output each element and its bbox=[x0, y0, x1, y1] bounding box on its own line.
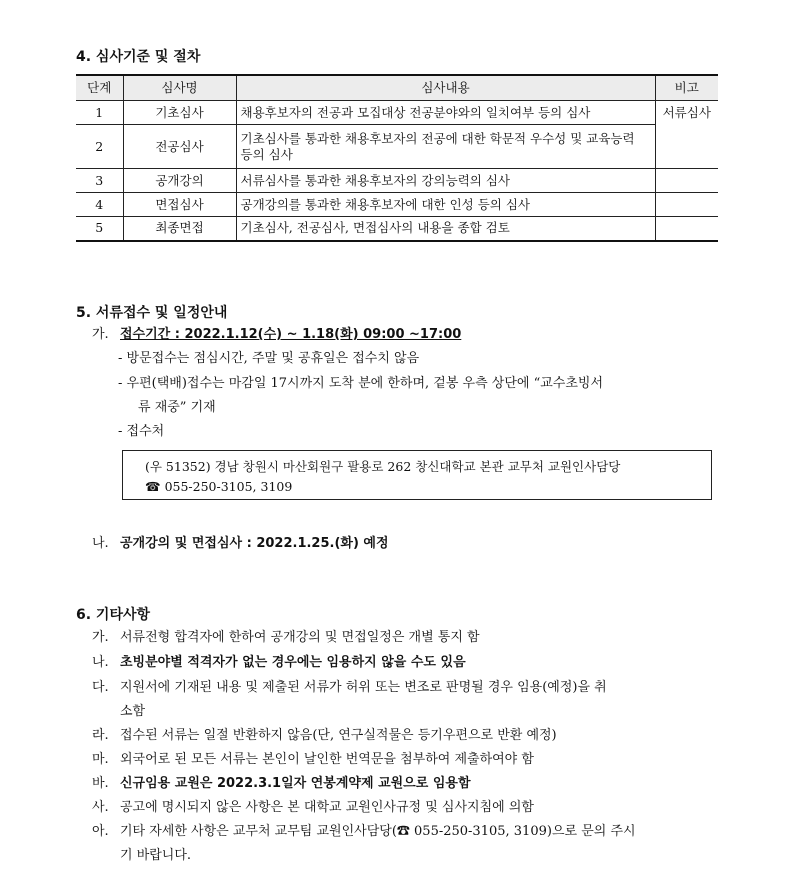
phone-line bbox=[145, 477, 711, 497]
application-period-text: 접수기간 : 2022.1.12(수) ~ 1.18(화) 09:00 ~17:00 bbox=[120, 327, 462, 342]
bullet-mail-submission-line1: - 우편(택배)접수는 마감일 17시까지 도착 분에 한하며, 겉봉 우측 상단에 “교수초빙서 bbox=[118, 376, 604, 391]
header-step: 단계 bbox=[76, 75, 123, 101]
item-label: 나. bbox=[92, 655, 109, 670]
cell-note-document-review: 서류심사 bbox=[655, 101, 718, 169]
review-procedure-table-wrapper bbox=[76, 74, 718, 242]
section-4-title: 4. 심사기준 및 절차 bbox=[76, 49, 201, 65]
list-item bbox=[92, 678, 607, 698]
list-item-continuation: 기 바랍니다. bbox=[120, 848, 192, 863]
cell-step: 2 bbox=[76, 125, 123, 169]
cell-name: 기초심사 bbox=[123, 101, 236, 125]
header-note: 비고 bbox=[655, 75, 718, 101]
list-item bbox=[92, 798, 534, 818]
bullet-submission-office: - 접수처 bbox=[118, 424, 165, 439]
item-text: 공고에 명시되지 않은 사항은 본 대학교 교원인사규정 및 심사지침에 의함 bbox=[120, 800, 534, 815]
cell-name: 전공심사 bbox=[123, 125, 236, 169]
item-label: 사. bbox=[92, 800, 109, 815]
cell-content: 서류심사를 통과한 채용후보자의 강의능력의 심사 bbox=[236, 169, 655, 193]
cell-step: 3 bbox=[76, 169, 123, 193]
cell-content: 공개강의를 통과한 채용후보자에 대한 인성 등의 심사 bbox=[236, 193, 655, 217]
item-label: 가. bbox=[92, 630, 109, 645]
item-label: 나. bbox=[92, 536, 109, 551]
item-label: 바. bbox=[92, 776, 109, 791]
list-item bbox=[92, 750, 534, 770]
cell-name: 공개강의 bbox=[123, 169, 236, 193]
table-row bbox=[76, 125, 718, 169]
header-review-name: 심사명 bbox=[123, 75, 236, 101]
bullet-visit-submission: - 방문접수는 점심시간, 주말 및 공휴일은 접수치 않음 bbox=[118, 351, 420, 366]
section-6-title: 6. 기타사항 bbox=[76, 607, 151, 623]
item-text: 초빙분야별 적격자가 없는 경우에는 임용하지 않을 수도 있음 bbox=[120, 655, 466, 670]
table-header-row bbox=[76, 75, 718, 101]
interview-schedule-text: 공개강의 및 면접심사 : 2022.1.25.(화) 예정 bbox=[120, 536, 389, 551]
cell-step: 5 bbox=[76, 217, 123, 241]
item-text: 서류전형 합격자에 한하여 공개강의 및 면접일정은 개별 통지 함 bbox=[120, 630, 480, 645]
item-label: 라. bbox=[92, 728, 109, 743]
list-item bbox=[92, 822, 636, 842]
item-text: 신규임용 교원은 2022.3.1일자 연봉계약제 교원으로 임용함 bbox=[120, 776, 471, 791]
cell-note-empty bbox=[655, 193, 718, 217]
interview-schedule-item bbox=[92, 534, 389, 554]
table-row bbox=[76, 169, 718, 193]
cell-step: 4 bbox=[76, 193, 123, 217]
submission-address-box bbox=[122, 450, 712, 500]
cell-note-empty bbox=[655, 169, 718, 193]
phone-icon: ☎ bbox=[145, 479, 161, 494]
list-item bbox=[92, 628, 480, 648]
header-review-content: 심사내용 bbox=[236, 75, 655, 101]
item-text: 접수된 서류는 일절 반환하지 않음(단, 연구실적물은 등기우편으로 반환 예정) bbox=[120, 728, 557, 743]
postal-address: (우 51352) 경남 창원시 마산회원구 팔용로 262 창신대학교 본관 교무처 교원인사담당 bbox=[145, 459, 621, 474]
list-item bbox=[92, 726, 557, 746]
cell-name: 최종면접 bbox=[123, 217, 236, 241]
section-5-title: 5. 서류접수 및 일정안내 bbox=[76, 305, 228, 321]
cell-note-empty bbox=[655, 217, 718, 241]
cell-content: 기초심사, 전공심사, 면접심사의 내용을 종합 검토 bbox=[236, 217, 655, 241]
item-text: 기타 자세한 사항은 교무처 교무팀 교원인사담당(☎ 055-250-3105, 3109)으로 문의 주시 bbox=[120, 824, 636, 839]
table-row bbox=[76, 217, 718, 241]
application-period-item bbox=[92, 325, 461, 345]
item-label: 마. bbox=[92, 752, 109, 767]
bullet-mail-submission-line2: 류 재중” 기재 bbox=[138, 400, 216, 415]
list-item bbox=[92, 653, 466, 673]
phone-number: 055-250-3105, 3109 bbox=[164, 479, 293, 494]
review-procedure-table bbox=[76, 74, 718, 242]
cell-content: 기초심사를 통과한 채용후보자의 전공에 대한 학문적 우수성 및 교육능력 등의 심사 bbox=[236, 125, 655, 169]
item-text: 외국어로 된 모든 서류는 본인이 날인한 번역문을 첨부하여 제출하여야 함 bbox=[120, 752, 534, 767]
table-row bbox=[76, 101, 718, 125]
item-text: 지원서에 기재된 내용 및 제출된 서류가 허위 또는 변조로 판명될 경우 임용(예정)을 취 bbox=[120, 680, 607, 695]
item-label: 가. bbox=[92, 327, 109, 342]
cell-name: 면접심사 bbox=[123, 193, 236, 217]
list-item-continuation: 소함 bbox=[120, 704, 146, 719]
item-label: 아. bbox=[92, 824, 109, 839]
cell-step: 1 bbox=[76, 101, 123, 125]
item-label: 다. bbox=[92, 680, 109, 695]
cell-content: 채용후보자의 전공과 모집대상 전공분야와의 일치여부 등의 심사 bbox=[236, 101, 655, 125]
list-item bbox=[92, 774, 471, 794]
table-row bbox=[76, 193, 718, 217]
